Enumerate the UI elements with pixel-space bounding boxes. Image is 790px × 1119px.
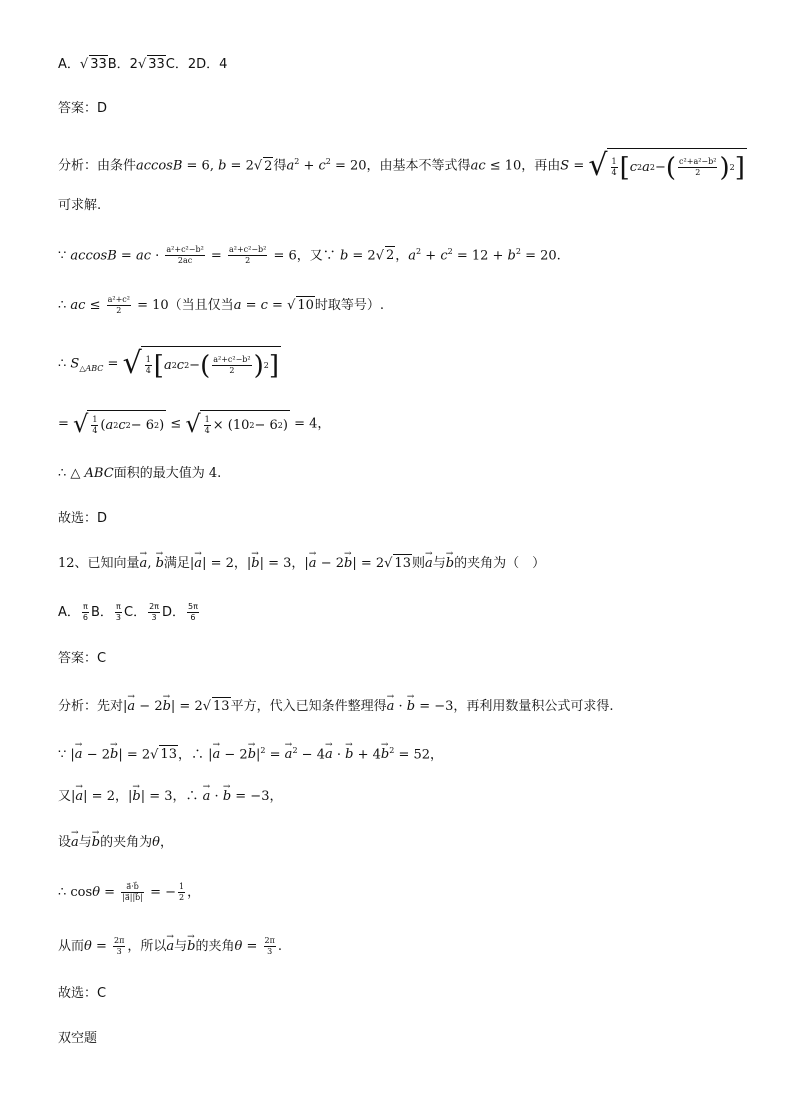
q12-s4: ∴ cosθ = $\frac{a⃗\cdot b⃗}{|a⃗||b⃗|}$ = − $\frac{1}{2}$ ， — [58, 882, 201, 902]
q12-analysis: 分析：先对|→ a − 2→ b| = 2√ 13平方，代入已知条件整理得→ a · → b = −3，再利用数量积公式可求得. — [58, 697, 614, 716]
section-title: 双空题 — [58, 1031, 98, 1046]
q11-step5: ∴ △ ABC面积的最大值为 4. — [58, 466, 222, 481]
q11-step4: = √ $\frac{1}{4}$ ( a 2 c 2 − 6 2 ) ≤ √ $\frac{1}{4}$ × (10 2 − 6 2 ) = 4， — [58, 410, 331, 438]
q11-step1: ∵ accosB = ac · $\frac{\text{a²+c²−b²}}{2ac}$ = $\frac{\text{a²+c²−b²}}{2}$ = 6，又∵ b = 2√ 2，$a^2 + c^2 = 12 + b^2 = 20$. — [58, 245, 561, 266]
q11-answer: 答案：D — [58, 101, 108, 116]
q12-answer: 答案：C — [58, 651, 107, 666]
q12-options: A． $\frac{\pi}{6}$ B． $\frac{\pi}{3}$ C． $\frac{2\pi}{3}$ D． $\frac{5\pi}{6}$ — [58, 602, 198, 622]
q12-s2: 又|→ a| = 2，|→ b| = 3，∴ → a · → b = −3， — [58, 788, 282, 806]
analysis-prefix: 分析：由条件 — [58, 158, 137, 174]
q11-step2: ∴ ac ≤ $\frac{\text{a²+c²}}{2}$ = 10（当且仅当a = c = √ 10时取等号）. — [58, 295, 385, 315]
q12-s3: 设→ a与→ b的夹角为θ， — [58, 834, 173, 852]
q12-s1: ∵ |→ a − 2→ b| = 2√ 13，∴ |→ $a - 2\to b|^2$ = → $a^2 - 4\to a$ · → $b + 4\to b^2 = 52$， — [58, 742, 443, 764]
q12-stem: 12、已知向量→ a, → b满足|→ a| = 2，|→ b| = 3，|→ a − 2→ b| = 2√ 13则→ a与→ b的夹角为（ ） — [58, 554, 545, 573]
area-formula: √ $\frac{1}{4}$ [ c 2 a 2 − ( $\frac{\text{c²+a²−b²}}{2}$ ) 2 ] — [588, 148, 745, 183]
q12-choice: 故选：C — [58, 986, 107, 1001]
q11-choice: 故选：D — [58, 511, 108, 526]
q11-options: A．√ 33B．2√ 33C．2D．4 — [58, 57, 228, 72]
q11-step3: ∴ $S_{\triangle ABC}$ = √ $\frac{1}{4}$ [ a 2 c 2 − ( $\frac{\text{a²+c²−b²}}{2}$ ) 2 ] — [58, 346, 280, 381]
q11-analysis: 分析：由条件accosB = 6, b = 2√ 2得$a^2 + c^2 = 20$，由基本不等式得ac ≤ 10，再由S = √ $\frac{1}{4}$ [ c 2 a 2 − ( $\frac{\text{c²+a²−b²}}{2}$ ) 2 ] — [58, 148, 745, 183]
q12-s5: 从而θ = $\frac{2\pi}{3}$ ，所以→ a与→ b的夹角θ = $\frac{2\pi}{3}$ . — [58, 936, 282, 957]
q11-analysis-tail: 可求解. — [58, 198, 102, 213]
